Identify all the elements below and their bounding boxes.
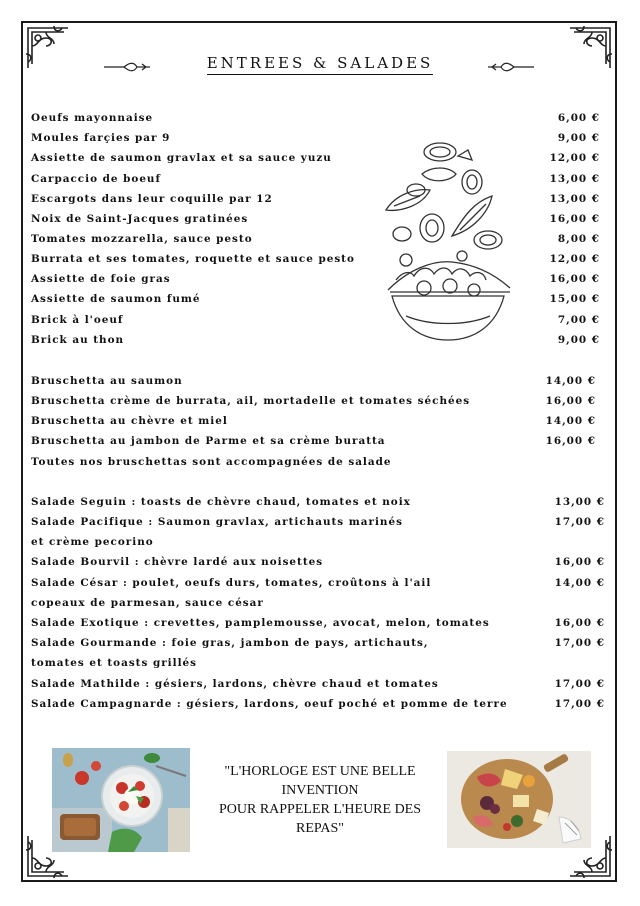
menu-item-name-continued: copeaux de parmesan, sauce césar: [31, 597, 264, 609]
menu-item-name: Salade César : poulet, oeufs durs, tomates, croûtons à l'ail: [31, 577, 432, 589]
menu-item-name: Noix de Saint-Jacques gratinées: [31, 213, 249, 225]
menu-item-name: Assiette de saumon fumé: [31, 293, 201, 305]
menu-item-price: 9,00 €: [557, 334, 600, 346]
quote-line: "L'HORLOGE EST UNE BELLE: [224, 764, 416, 779]
menu-item-name: Salade Exotique : crevettes, pamplemousse, avocat, melon, tomates: [31, 617, 490, 629]
menu-item-name: Salade Gourmande : foie gras, jambon de pays, artichauts,: [31, 637, 429, 649]
page-title-text: ENTREES & SALADES: [207, 54, 434, 75]
menu-item-name: Salade Pacifique : Saumon gravlax, artichauts marinés: [31, 516, 403, 528]
quote-line: INVENTION: [281, 783, 359, 798]
menu-item-price: 13,00 €: [554, 496, 605, 508]
page-title: [0, 54, 640, 72]
menu-item-name: Oeufs mayonnaise: [31, 112, 154, 124]
menu-item-name: Carpaccio de boeuf: [31, 173, 161, 185]
menu-item-name: Tomates mozzarella, sauce pesto: [31, 233, 253, 245]
menu-item-name: Moules farçies par 9: [31, 132, 171, 144]
menu-item-name: Salade Bourvil : chèvre lardé aux noisettes: [31, 556, 324, 568]
menu-item-price: 16,00 €: [549, 213, 600, 225]
menu-item-price: 8,00 €: [557, 233, 600, 245]
menu-item-name: Bruschetta au jambon de Parme et sa crème buratta: [31, 435, 386, 447]
salad-bowl-illustration: [376, 140, 518, 350]
menu-item-price: 17,00 €: [554, 678, 605, 690]
menu-item-price: 6,00 €: [557, 112, 600, 124]
menu-item-price: 14,00 €: [545, 375, 596, 387]
menu-item-price: 14,00 €: [545, 415, 596, 427]
menu-item-name: Assiette de foie gras: [31, 273, 171, 285]
menu-item-price: 16,00 €: [554, 617, 605, 629]
menu-item-price: 12,00 €: [549, 152, 600, 164]
menu-item-name: Assiette de saumon gravlax et sa sauce yuzu: [31, 152, 332, 164]
quote-block: [200, 762, 440, 838]
menu-item-price: 16,00 €: [545, 395, 596, 407]
menu-item-name: Bruschetta crème de burrata, ail, mortadelle et tomates séchées: [31, 395, 471, 407]
menu-item-price: 13,00 €: [549, 173, 600, 185]
menu-item-name: Bruschetta au chèvre et miel: [31, 415, 228, 427]
menu-item-price: 14,00 €: [554, 577, 605, 589]
menu-item-name: Salade Seguin : toasts de chèvre chaud, tomates et noix: [31, 496, 411, 508]
menu-item-name: Brick à l'oeuf: [31, 314, 124, 326]
quote-line: POUR RAPPELER L'HEURE DES: [218, 802, 422, 817]
quote-line: REPAS": [295, 821, 344, 836]
menu-item-price: 16,00 €: [554, 556, 605, 568]
menu-item-price: 9,00 €: [557, 132, 600, 144]
menu-item-name: Escargots dans leur coquille par 12: [31, 193, 273, 205]
caprese-photo: [52, 748, 190, 852]
menu-item-name: Bruschetta au saumon: [31, 375, 183, 387]
menu-item-name-continued: et crème pecorino: [31, 536, 154, 548]
menu-item-price: 17,00 €: [554, 698, 605, 710]
menu-item-price: 16,00 €: [549, 273, 600, 285]
menu-item-name: Salade Campagnarde : gésiers, lardons, oeuf poché et pomme de terre: [31, 698, 508, 710]
menu-item-name: Brick au thon: [31, 334, 125, 346]
menu-item-price: 15,00 €: [549, 293, 600, 305]
menu-item-price: 17,00 €: [554, 637, 605, 649]
menu-item-price: 17,00 €: [554, 516, 605, 528]
menu-item-name: Burrata et ses tomates, roquette et sauce pesto: [31, 253, 355, 265]
menu-item-price: 7,00 €: [557, 314, 600, 326]
menu-item-name: Salade Mathilde : gésiers, lardons, chèvre chaud et tomates: [31, 678, 439, 690]
menu-item-name-continued: tomates et toasts grillés: [31, 657, 197, 669]
charcuterie-board-photo: [447, 751, 591, 848]
menu-item-price: 13,00 €: [549, 193, 600, 205]
title-flourish-right-icon: [488, 60, 534, 74]
bruschetta-note: Toutes nos bruschettas sont accompagnées de salade: [31, 456, 392, 468]
menu-item-price: 16,00 €: [545, 435, 596, 447]
menu-item-price: 12,00 €: [549, 253, 600, 265]
